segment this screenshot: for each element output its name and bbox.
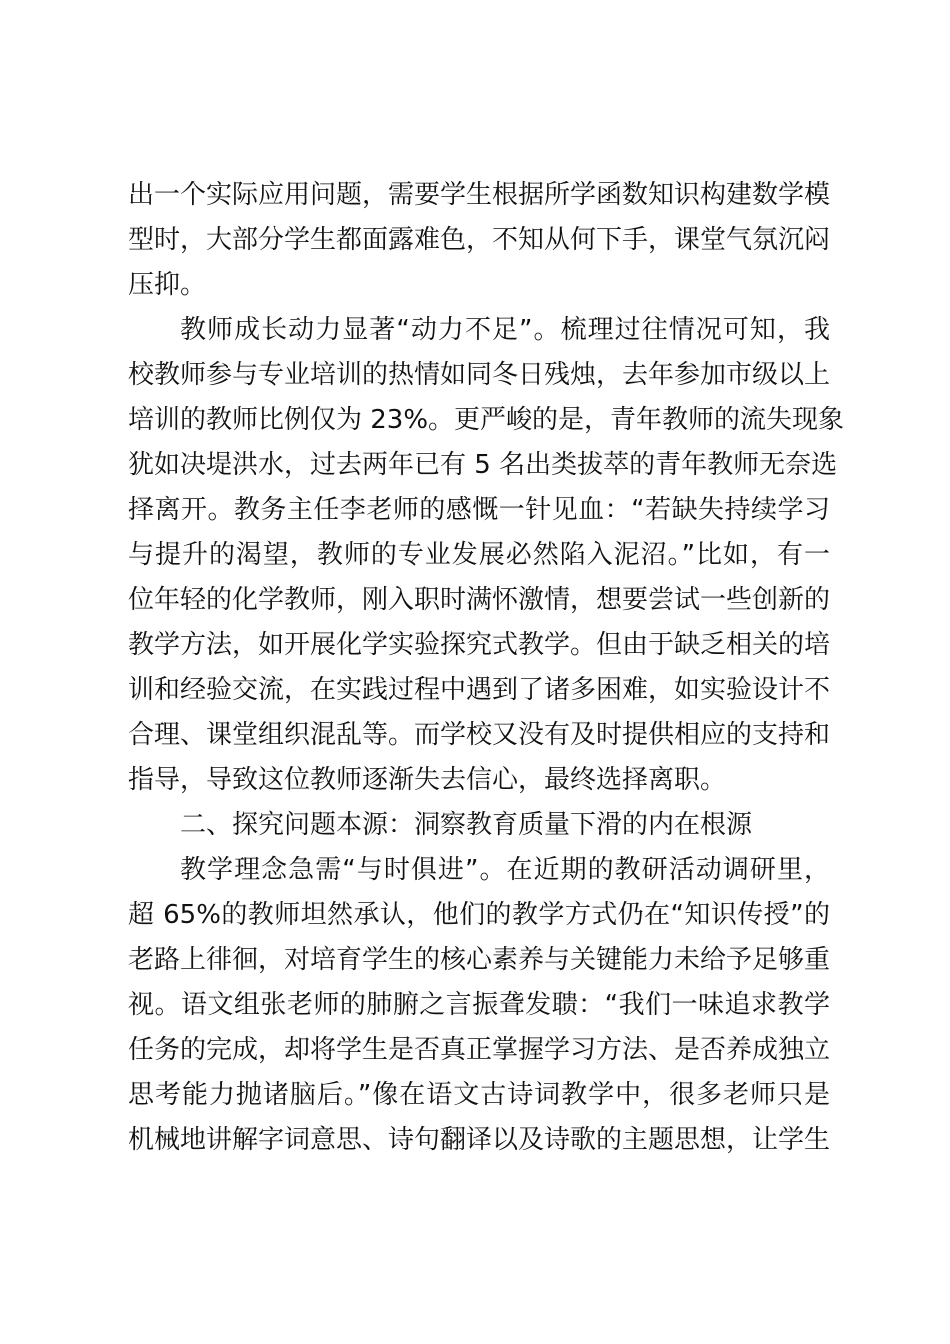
text-line: 出一个实际应用问题，需要学生根据所学函数知识构建数学模	[128, 180, 831, 210]
text-line: 任务的完成，却将学生是否真正掌握学习方法、是否养成独立	[128, 1035, 831, 1065]
text-line: 择离开。教务主任李老师的感慨一针见血：“若缺失持续学习	[128, 495, 830, 525]
text-line: 压抑。	[128, 270, 207, 300]
text-line: 位年轻的化学教师，刚入职时满怀激情，想要尝试一些创新的	[128, 585, 831, 615]
text-line: 培训的教师比例仅为 23%。更严峻的是，青年教师的流失现象	[128, 405, 845, 435]
document-body	[128, 173, 845, 1163]
text-line: 教学理念急需“与时俱进”。在近期的教研活动调研里，	[180, 855, 830, 885]
text-line: 合理、课堂组织混乱等。而学校又没有及时提供相应的支持和	[128, 720, 831, 750]
text-line: 二、探究问题本源：洞察教育质量下滑的内在根源	[180, 810, 753, 840]
text-line: 校教师参与专业培训的热情如同冬日残烛，去年参加市级以上	[128, 360, 831, 390]
text-line: 思考能力抛诸脑后。”像在语文古诗词教学中，很多老师只是	[128, 1080, 830, 1110]
text-line: 型时，大部分学生都面露难色，不知从何下手，课堂气氛沉闷	[128, 225, 831, 255]
text-line: 犹如决堤洪水，过去两年已有 5 名出类拔萃的青年教师无奈选	[128, 450, 838, 480]
text-line: 教学方法，如开展化学实验探究式教学。但由于缺乏相关的培	[128, 630, 831, 660]
text-line: 视。语文组张老师的肺腑之言振聋发聩：“我们一味追求教学	[128, 990, 830, 1020]
text-line: 与提升的渴望，教师的专业发展必然陷入泥沼。”比如，有一	[128, 540, 830, 570]
text-line: 老路上徘徊，对培育学生的核心素养与关键能力未给予足够重	[128, 945, 831, 975]
text-line: 教师成长动力显著“动力不足”。梳理过往情况可知，我	[180, 315, 830, 345]
text-line: 机械地讲解字词意思、诗句翻译以及诗歌的主题思想，让学生	[128, 1125, 831, 1155]
text-line: 超 65%的教师坦然承认，他们的教学方式仍在“知识传授”的	[128, 900, 830, 930]
text-line: 指导，导致这位教师逐渐失去信心，最终选择离职。	[128, 765, 727, 795]
text-line: 训和经验交流，在实践过程中遇到了诸多困难，如实验设计不	[128, 675, 831, 705]
